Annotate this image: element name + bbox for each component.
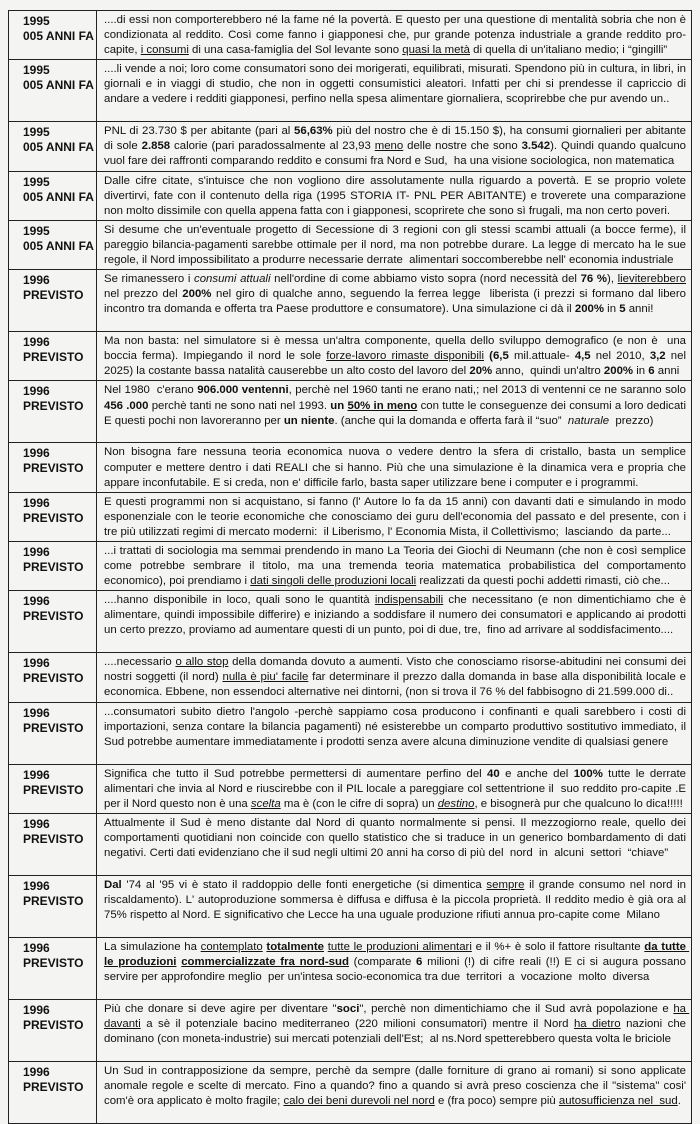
text-run: nulla è piu' facile <box>222 671 309 684</box>
row-label-cell <box>9 999 97 1061</box>
text-run: 40 <box>487 767 500 780</box>
row-year: 1996 <box>23 656 50 671</box>
text-run: 5 <box>619 303 626 316</box>
text-run: Dal <box>104 878 122 891</box>
row-label-cell <box>9 702 97 764</box>
text-run: milioni (!) di cifre reali (!!) E ci si augura possano servire per approfondire meglio per un'intesa socio-economica tra due territori a vocazione molto diversa <box>104 955 690 983</box>
text-run: quasi la metà <box>402 44 470 57</box>
row-label-cell <box>9 171 97 220</box>
text-run: Significa che tutto il Sud potrebbe permettersi di aumentare perfino del <box>104 767 488 780</box>
row-label-cell <box>9 875 97 937</box>
text-run: ha dietro <box>573 1017 621 1030</box>
row-tag: 005 ANNI FA <box>23 140 94 155</box>
text-run: anni <box>654 365 680 378</box>
row-label-cell <box>9 541 97 590</box>
row-year: 1995 <box>23 174 50 189</box>
text-run: di una casa-famiglia del Sol levante sono <box>188 44 403 57</box>
text-run: calo dei beni durevoli nel nord <box>283 1095 435 1107</box>
text-run: tutte le produzioni alimentari <box>327 940 472 953</box>
text-run: Ma non basta: nel simulatore si è messa un'altra componente, quella dello sviluppo demografico (e non è una boccia ferma). Impiegando il nord le sole <box>104 335 690 363</box>
text-run: il grande consumo nel nord in riscaldamento). L' autoproduzione sommersa è diffusa e diffusa è la piccola proprietà. Il reddito medio è già ora al 75% rispetto al Nord. E significativo che Lecce ha una uguale produzione rifiuti annua pro-capite come Milano <box>104 878 690 921</box>
row-tag: PREVISTO <box>23 461 84 476</box>
text-run: o allo stop <box>175 656 229 669</box>
row-label-cell <box>9 220 97 269</box>
row-text-cell <box>97 60 692 122</box>
text-run: Non bisogna fare nessuna teoria economica nuova o vedere dentro la sfera di cristallo, basta un semplice computer e mettere dentro i dati REALI che si hanno. Più che una simulazione è la dinamica vera e propria che appare inconfutabile. E si creda, non e' difficile farlo, basta saper utilizzare bene i computer e i programmi. <box>104 446 690 489</box>
row-label-cell <box>9 653 97 702</box>
text-run: Più che donare si deve agire per diventare " <box>104 1002 337 1015</box>
table-row <box>9 999 692 1061</box>
text-run: , e bisognerà pur che qualcuno lo dica!!!!! <box>474 797 683 810</box>
table-row <box>9 541 692 590</box>
text-run: in <box>633 365 649 378</box>
text-run: realizzati da questi pochi addetti rimasti, ciò che... <box>416 575 671 588</box>
row-text-cell <box>97 702 692 764</box>
text-run: con tutte le conseguenze dei consumi a loro dedicati E questi pochi non lavoreranno per <box>104 399 690 427</box>
text-run: Nel 1980 c'erano <box>104 384 198 397</box>
row-label-cell <box>9 381 97 443</box>
text-run: nel giro di qualche anno, seguendo la ferrea legge liberista (i prezzi si formano dal libero incontro tra domanda e offerta tra Paese produttore e consumatore). Una simulazione ci dà il <box>104 288 690 316</box>
text-run: Se rimanessero i <box>104 273 195 286</box>
text-run: 6 <box>416 955 423 968</box>
text-run: commercializzate fra nord-sud <box>181 955 349 968</box>
text-run: 2.858 <box>141 140 171 153</box>
text-run: Dalle cifre citate, s'intuisce che non vogliono dire assolutamente nulla riguardo a povertà. E se proprio volete divertirvi, fate con il contenuto della riga (1995 STORIA IT- PNL PER ABITANTE) e troverete una comparazione non molto dissimile con quella appena fatta con i giapponesi, scoprirete che sono sì frugali, ma non certo poveri. <box>104 174 690 217</box>
row-text-cell <box>97 492 692 541</box>
text-run: nel prezzo del <box>104 273 690 301</box>
text-run: Attualmente il Sud è meno distante dal Nord di quanto normalmente si pensi. Il mezzogiorno reale, quello dei comportamenti quotidiani non coincide con quello statistico che si traduce in un generico bombardamento di dati negativi. Certi dati evidenziano che il sud negli ultimi 20 anni ha corso di più del nord in alcuni settori “chiave” <box>104 816 690 859</box>
text-run: indispensabili <box>374 594 444 607</box>
text-run: ma è (con le cifre di sopra) un <box>280 797 438 810</box>
row-text-cell <box>97 875 692 937</box>
row-tag: PREVISTO <box>23 510 84 525</box>
row-tag: PREVISTO <box>23 399 84 414</box>
row-year: 1996 <box>23 544 50 559</box>
text-run: in <box>604 303 620 316</box>
row-text-cell <box>97 220 692 269</box>
text-run: 100% <box>573 767 603 780</box>
text-run: . <box>677 1095 681 1107</box>
row-text-cell <box>97 591 692 653</box>
text-run: (6,5 <box>489 350 509 363</box>
row-text-cell <box>97 541 692 590</box>
text-run: consumi attuali <box>194 273 271 286</box>
row-tag: PREVISTO <box>23 831 84 846</box>
text-run: e anche del <box>499 767 574 780</box>
row-text-cell <box>97 813 692 875</box>
text-run: destino <box>437 797 475 810</box>
row-tag: PREVISTO <box>23 955 84 970</box>
text-run: 3.542 <box>521 140 551 153</box>
text-run: Un Sud in contrapposizione da sempre, perchè da sempre (dalle forniture di grano ai romani) si sono applicate anomale regole e scelte di mercato. Fino a quando? fino a quando si avrà preso coscienza che il "sistema" cosi' com'è ora applicato è molto fragile; <box>104 1064 690 1107</box>
row-tag: PREVISTO <box>23 782 84 797</box>
table-row <box>9 443 692 492</box>
text-run: a sè il potenziale bacino mediterraneo (220 milioni consumatori) mentre il Nord <box>140 1017 574 1030</box>
text-run: ....di essi non comporterebbero né la fame né la povertà. E questo per una questione di mentalità sobria che non è condizionata al reddito. Così come fanno i giapponesi che, pur grande potenza industriale a grande reddito pro-capite, <box>104 14 690 57</box>
text-run: nel 2025) la costante bassa natalità causerebbe un alto costo del lavoro del <box>104 350 690 378</box>
text-run: scelta <box>250 797 281 810</box>
table-row <box>9 381 692 443</box>
text-run: ), <box>607 273 618 286</box>
text-run: , perchè nel 1960 tanti ne erano nati,; nel 2013 di ventenni ce ne saranno solo <box>288 384 690 397</box>
text-run: . (anche qui la domanda e offerta farà il “suo” <box>334 414 568 427</box>
text-run: un niente <box>283 414 335 427</box>
text-run: 200% <box>182 288 212 301</box>
row-tag: 005 ANNI FA <box>23 29 94 43</box>
row-tag: 005 ANNI FA <box>23 78 94 93</box>
table-row <box>9 937 692 999</box>
text-run: 200% <box>603 365 634 378</box>
row-tag: PREVISTO <box>23 609 84 624</box>
row-tag: 005 ANNI FA <box>23 238 94 253</box>
text-run: mil.attuale- <box>508 350 575 363</box>
text-run: ....li vende a noi; loro come consumatori sono dei morigerati, equilibrati, misurati. Spendono più in cultura, in libri, in giornali e in viaggi di studio, che non in oggetti consumistici aleatori. Infatti per chi si prendesse il capriccio di andare a vedere i redditi giapponesi, perfino nella spesa alimentare giornaliera, scoprirebbe che pur avendo un.. <box>104 63 690 106</box>
row-tag: PREVISTO <box>23 350 84 365</box>
text-run: (comparate <box>348 955 417 968</box>
text-run: sempre <box>486 878 525 891</box>
text-run: forze-lavoro rimaste disponibili <box>326 350 484 363</box>
row-text-cell <box>97 270 692 332</box>
row-tag: PREVISTO <box>23 1017 84 1032</box>
text-run: ....necessario <box>104 656 176 669</box>
row-text-cell <box>97 171 692 220</box>
text-run: ha davanti <box>104 1002 690 1030</box>
text-run: più del nostro che è di 15.150 $), ha consumi giornalieri per abitante di sole <box>104 125 690 153</box>
text-run: 20% <box>469 365 493 378</box>
text-run: calorie (pari paradossalmente al 23,93 <box>170 140 375 153</box>
table-row <box>9 813 692 875</box>
row-label-cell <box>9 492 97 541</box>
row-text-cell <box>97 1061 692 1123</box>
text-run: nazioni che dominano (con moneta-industrie) sui mercati potenziali dell'Est; al ns.Nord spetterebbero questa volta le briciole <box>104 1017 690 1045</box>
text-run: tutte le derrate alimentari che invia al Nord e riuscirebbe con il PIL locale a pareggiare col settentrione il suo reddito pro-capite .E per il Nord questo non è una <box>104 767 690 810</box>
row-text-cell <box>97 653 692 702</box>
row-year: 1996 <box>23 705 50 720</box>
text-run: da tutte le produzioni <box>104 940 690 968</box>
table-row <box>9 764 692 813</box>
text-run: meno <box>374 140 404 153</box>
row-label-cell <box>9 443 97 492</box>
table-row <box>9 220 692 269</box>
row-year: 1996 <box>23 594 50 609</box>
row-text-cell <box>97 764 692 813</box>
table-row <box>9 492 692 541</box>
row-text-cell <box>97 443 692 492</box>
row-text-cell <box>97 11 692 60</box>
row-year: 1996 <box>23 335 50 350</box>
row-tag: PREVISTO <box>23 671 84 686</box>
row-year: 1996 <box>23 1064 50 1079</box>
text-run: e (fra poco) sempre più <box>434 1095 559 1107</box>
row-label-cell <box>9 591 97 653</box>
row-year: 1996 <box>23 495 50 510</box>
text-run: totalmente <box>266 940 325 953</box>
text-run: naturale <box>567 414 610 427</box>
text-run: un <box>330 399 348 412</box>
text-run: anni! <box>625 303 654 316</box>
row-year: 1996 <box>23 1002 50 1017</box>
text-run: e il %+ è solo il fattore risultante <box>471 940 645 953</box>
text-run: 456 .000 <box>104 399 149 412</box>
row-text-cell <box>97 332 692 381</box>
text-run: i consumi <box>140 44 189 57</box>
text-run: 200% <box>574 303 604 316</box>
text-run: E questi programmi non si acquistano, si fanno (l' Autore lo fa da 15 anni) con davanti dati e simulando in modo esponenziale con le teorie economiche che conosciamo dei guru dell'economia del passato e del presente, con i tre più utilizzati regimi di mercato moderni: il Liberismo, l' Economia Mista, il Collettivismo; lasciando da parte... <box>104 495 690 538</box>
row-year: 1996 <box>23 940 50 955</box>
text-run: lieviterebbero <box>617 273 687 286</box>
row-tag: PREVISTO <box>23 288 84 303</box>
text-run: di quella di un'italiano medio; i “gingilli” <box>470 44 668 57</box>
text-run: ...i trattati di sociologia ma semmai prendendo in mano La Teoria dei Giochi di Neumann (che non è così semplice come potrebbe sembrare il titolo, ma una tremenda teoria matematica probabilistica del comportamento economico), poi prendiamo i <box>104 544 690 588</box>
table-row <box>9 60 692 122</box>
row-tag: PREVISTO <box>23 559 84 574</box>
row-label-cell <box>9 122 97 171</box>
text-run: ...consumatori subito dietro l'angolo -perchè sappiamo cosa producono i confinanti e quali sarebbero i costi di importazioni, senza contare la bilancia pagamenti) né esisterebbe un comparto produttivo sostitutivo immediato, il Sud potrebbe aumentare immediatamente i prodotti senza avere alcuna diminuzione vendite di qualsiasi genere <box>104 705 690 748</box>
row-year: 1995 <box>23 14 50 28</box>
text-run: 50% in meno <box>347 399 418 412</box>
row-year: 1996 <box>23 816 50 831</box>
row-year: 1996 <box>23 384 50 399</box>
table-row <box>9 591 692 653</box>
row-label-cell <box>9 60 97 122</box>
table-row <box>9 653 692 702</box>
row-label-cell <box>9 937 97 999</box>
text-run: soci <box>336 1002 360 1015</box>
text-run: ....hanno disponibile in loco, quali sono le quantità <box>104 594 375 607</box>
table-row <box>9 1061 692 1123</box>
row-year: 1995 <box>23 125 50 140</box>
row-year: 1995 <box>23 223 50 238</box>
row-tag: PREVISTO <box>23 720 84 735</box>
text-run: dati singoli delle produzioni locali <box>250 575 417 588</box>
text-run: 4,5 <box>574 350 591 363</box>
table-row <box>9 332 692 381</box>
table-row <box>9 122 692 171</box>
row-label-cell <box>9 332 97 381</box>
text-run: '74 al '95 vi è stato il raddoppio delle fonti energetiche (si dimentica <box>121 878 487 891</box>
row-tag: 005 ANNI FA <box>23 189 94 204</box>
row-label-cell <box>9 764 97 813</box>
text-run: della domanda dovuto a aumenti. Visto che conosciamo risorse-abitudini nei consumi dei nostri soggetti (il nord) <box>104 656 690 684</box>
row-label-cell <box>9 270 97 332</box>
row-tag: PREVISTO <box>23 893 84 908</box>
text-run: anno, quindi un'altro <box>492 365 604 378</box>
text-run: 56,63% <box>294 125 333 138</box>
row-year: 1995 <box>23 63 50 78</box>
text-run: PNL di 23.730 $ per abitante (pari al <box>104 125 295 138</box>
row-tag: PREVISTO <box>23 1079 84 1094</box>
table-row <box>9 11 692 60</box>
row-label-cell <box>9 813 97 875</box>
text-run: 906.000 ventenni <box>197 384 289 397</box>
text-run: far determinare il prezzo dalla domanda in base alla disponibilità locale e economica. Ebbene, non essendoci alternative nei dintorni, (non si trova il 76 % del fabbisogno di 21.599.000 di.. <box>104 671 690 699</box>
text-run: che necessitano (e non dimentichiamo che è alimentare, quindi impossibile differire) e iniziando a soddisfare il numero dei consumatori e applicando ai prodotti un certo prezzo, proviamo ad aumentare questi di un punto, poi di due, tre, fino ad arrivare al soddisfacimento.... <box>104 594 690 637</box>
table-row <box>9 270 692 332</box>
row-text-cell <box>97 381 692 443</box>
text-run: delle nostre che sono <box>403 140 522 153</box>
text-run: ", perchè non dimentichiamo che il Sud avrà popolazione e <box>359 1002 674 1015</box>
document-table <box>8 10 692 1124</box>
row-text-cell <box>97 937 692 999</box>
text-run: contemplato <box>200 940 263 953</box>
table-row <box>9 171 692 220</box>
table-row <box>9 875 692 937</box>
text-run: nel 2010, <box>590 350 650 363</box>
text-run: 3,2 <box>649 350 666 363</box>
text-run: La simulazione ha <box>104 940 201 953</box>
text-run: 76 % <box>580 273 608 286</box>
row-text-cell <box>97 122 692 171</box>
row-year: 1996 <box>23 767 50 782</box>
text-run: prezzo) <box>609 414 654 427</box>
table-row <box>9 702 692 764</box>
text-run: perchè tanti ne sono nati nel 1993. <box>148 399 331 412</box>
row-label-cell <box>9 1061 97 1123</box>
text-run: nell'ordine di come abbiamo visto sopra (nord necessità del <box>270 273 581 286</box>
row-year: 1996 <box>23 273 50 288</box>
text-run: ). Quindi quando qualcuno vuol fare dei raffronti comparando reddito e consumi fra Nord e Sud, ha una visione sociologica, non matematica <box>104 140 690 168</box>
row-label-cell <box>9 11 97 60</box>
row-year: 1996 <box>23 878 50 893</box>
row-text-cell <box>97 999 692 1061</box>
text-run: Si desume che un'eventuale progetto di Secessione di 3 regioni con gli stessi scambi attuali (a bocce ferme), il pareggio bilancia-pagamenti sarebbe ottimale per il nord, ma non potrebbe durare. La legge di mercato ha le sue regole, il Nord impossibilitato a produrre necessarie derrate alimentari soccomberebbe nell' economia industriale <box>104 223 690 267</box>
row-year: 1996 <box>23 446 50 461</box>
text-run: autosufficienza nel sud <box>558 1095 678 1107</box>
text-run: 6 <box>648 365 655 378</box>
